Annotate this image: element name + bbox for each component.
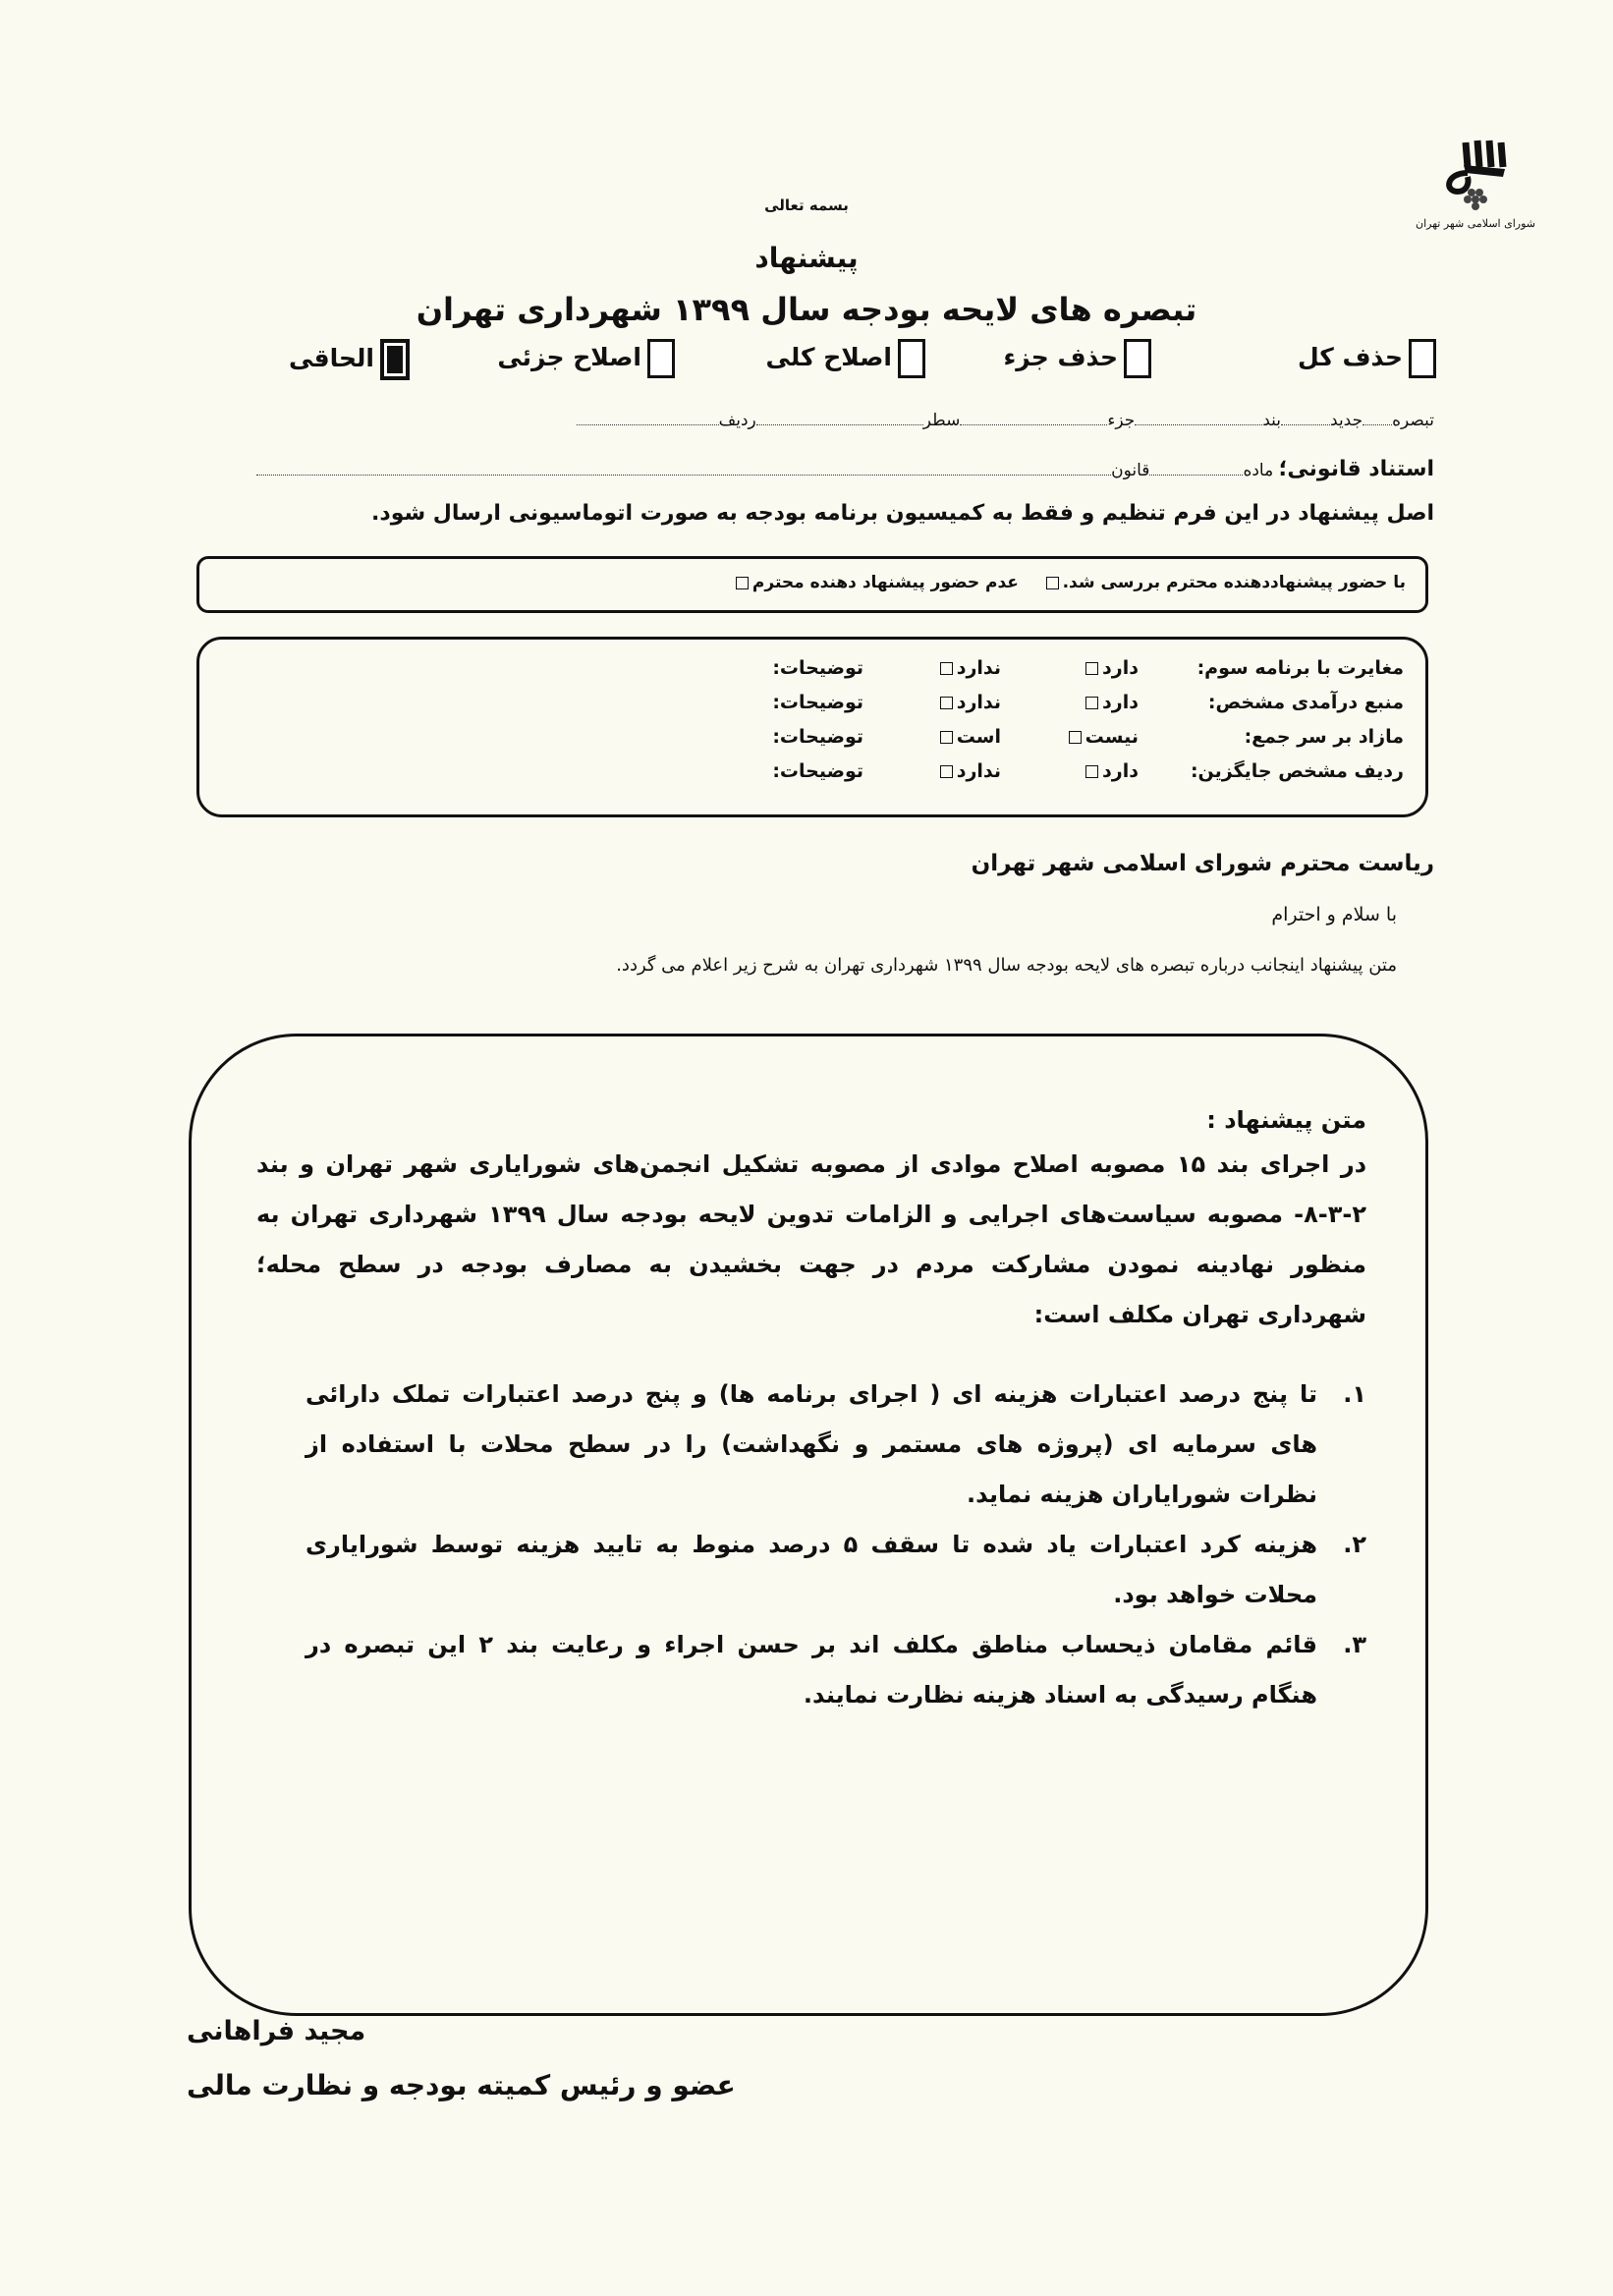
option-partial-amendment[interactable] [497,339,675,378]
field-label: ردیف [718,411,756,430]
field-label: بند [1262,411,1282,430]
attendance-present-label: با حضور پیشنهاددهنده محترم بررسی شد. [1062,573,1406,592]
article-input[interactable] [1149,474,1243,476]
field-input[interactable] [1135,423,1262,425]
opt1-label: دارد [1102,760,1139,782]
opt1-checkbox[interactable] [1069,731,1082,744]
review-label: مغایرت با برنامه سوم: [1196,657,1404,679]
field-label: جزء [1107,411,1136,430]
law-input[interactable] [256,474,1111,476]
field-input[interactable] [756,423,923,425]
article-label: ماده [1243,461,1274,480]
option-label: حذف کل [1297,343,1403,371]
checkbox-checked[interactable] [380,339,410,380]
checkbox[interactable] [647,339,675,378]
option-label: اصلاح کلی [765,343,892,371]
greeting: با سلام و احترام [1271,904,1397,925]
notes-label: توضیحات: [772,760,863,782]
opt1-checkbox[interactable] [1085,662,1098,675]
item-number: ۲. [1343,1531,1366,1558]
opt2-checkbox[interactable] [940,731,953,744]
field-input[interactable] [1281,423,1330,425]
signer-position: عضو و رئیس کمیته بودجه و نظارت مالی [187,2069,736,2101]
field-label: تبصره [1392,411,1434,430]
option-label: حذف جزء [1003,343,1118,371]
opt2-label: ندارد [956,657,1001,679]
opt2-label: است [956,726,1001,748]
review-row [772,726,1404,748]
item-number: ۳. [1343,1631,1366,1658]
proposal-box [189,1034,1428,2016]
option-full-amendment[interactable] [766,339,925,378]
notes-label: توضیحات: [772,657,863,679]
notes-label: توضیحات: [772,726,863,748]
review-label: مازاد بر سر جمع: [1244,726,1404,748]
opt1-checkbox[interactable] [1085,697,1098,709]
reference-fields [577,411,1434,430]
field-input[interactable] [577,423,719,425]
attendance-present-checkbox[interactable] [1046,577,1059,589]
attendance-options [732,573,1406,592]
proposal-preamble: در اجرای بند ۱۵ مصوبه اصلاح موادی از مصوبه تشکیل انجمن‌های شورایاری شهر تهران و بند ۲-۳-۸- مصوبه سیاست‌های اجرایی و الزامات تدوین لایحه بودجه سال ۱۳۹۹ شهرداری تهران به منظور نهادینه نمودن مشارکت مردم در جهت بخشیدن به مصارف بودجه در سطح محله؛ شهرداری تهران مکلف است: [256,1150,1367,1328]
attendance-box [196,556,1428,613]
opt2-checkbox[interactable] [940,662,953,675]
option-label: الحاقی [288,344,374,372]
option-label: اصلاح جزئی [497,343,641,371]
review-row [772,657,1404,679]
item-text: تا پنج درصد اعتبارات هزینه ای ( اجرای برنامه ها) و پنج درصد اعتبارات تملک دارائی های سرمایه ای (پروژه های مستمر و نگهداشت) را در سطح محلات با استفاده از نظرات شورایاران هزینه نماید. [306,1380,1317,1508]
option-addendum[interactable] [289,339,410,380]
field-label: جدید [1330,411,1363,430]
proposal-item [256,1370,1366,1520]
option-delete-part[interactable] [1003,339,1151,378]
intro-text: متن پیشنهاد اینجانب درباره تبصره های لایحه بودجه سال ۱۳۹۹ شهرداری تهران به شرح زیر اعلام می گردد. [616,955,1397,976]
council-logo [1377,138,1574,246]
review-box [196,637,1428,817]
field-input[interactable] [960,423,1107,425]
legal-basis-label: استناد قانونی؛ [1278,457,1434,481]
legal-basis-line [256,457,1434,481]
notes-label: توضیحات: [772,692,863,713]
review-row [772,760,1404,782]
proposal-heading: متن پیشنهاد : [1206,1106,1366,1134]
opt1-checkbox[interactable] [1085,765,1098,778]
logo-caption: شورای اسلامی شهر تهران [1416,217,1535,230]
proposal-item [256,1620,1366,1720]
field-input[interactable] [1363,423,1392,425]
review-label: ردیف مشخص جایگزین: [1190,760,1404,782]
invocation: بسمه تعالی [764,196,849,214]
item-text: قائم مقامان ذیحساب مناطق مکلف اند بر حسن اجراء و رعایت بند ۲ این تبصره در هنگام رسیدگی به اسناد هزینه نظارت نمایند. [306,1631,1317,1708]
option-delete-all[interactable] [1298,339,1436,378]
opt2-checkbox[interactable] [940,765,953,778]
opt1-label: نیست [1085,726,1139,748]
opt1-label: دارد [1102,657,1139,679]
instruction-text: اصل پیشنهاد در این فرم تنظیم و فقط به کمیسیون برنامه بودجه به صورت اتوماسیونی ارسال شود. [371,501,1434,526]
law-label: قانون [1111,461,1150,480]
checkbox[interactable] [1124,339,1151,378]
checkbox[interactable] [1409,339,1436,378]
addressee: ریاست محترم شورای اسلامی شهر تهران [971,851,1434,876]
attendance-absent-label: عدم حضور پیشنهاد دهنده محترم [751,573,1019,592]
opt2-label: ندارد [956,692,1001,713]
item-text: هزینه کرد اعتبارات یاد شده تا سقف ۵ درصد منوط به تایید هزینه توسط شورایاری محلات خواهد بود. [306,1531,1318,1608]
attendance-absent-checkbox[interactable] [736,577,749,589]
opt2-checkbox[interactable] [940,697,953,709]
opt2-label: ندارد [956,760,1001,782]
field-label: سطر [922,411,961,430]
document-type: پیشنهاد [754,242,859,274]
page-title: تبصره های لایحه بودجه سال ۱۳۹۹ شهرداری تهران [416,291,1197,328]
proposal-item [256,1520,1366,1620]
checkbox[interactable] [898,339,925,378]
signer-name: مجید فراهانی [187,2016,366,2046]
review-label: منبع درآمدی مشخص: [1207,692,1404,713]
review-row [772,692,1404,713]
item-number: ۱. [1343,1380,1366,1408]
opt1-label: دارد [1102,692,1139,713]
